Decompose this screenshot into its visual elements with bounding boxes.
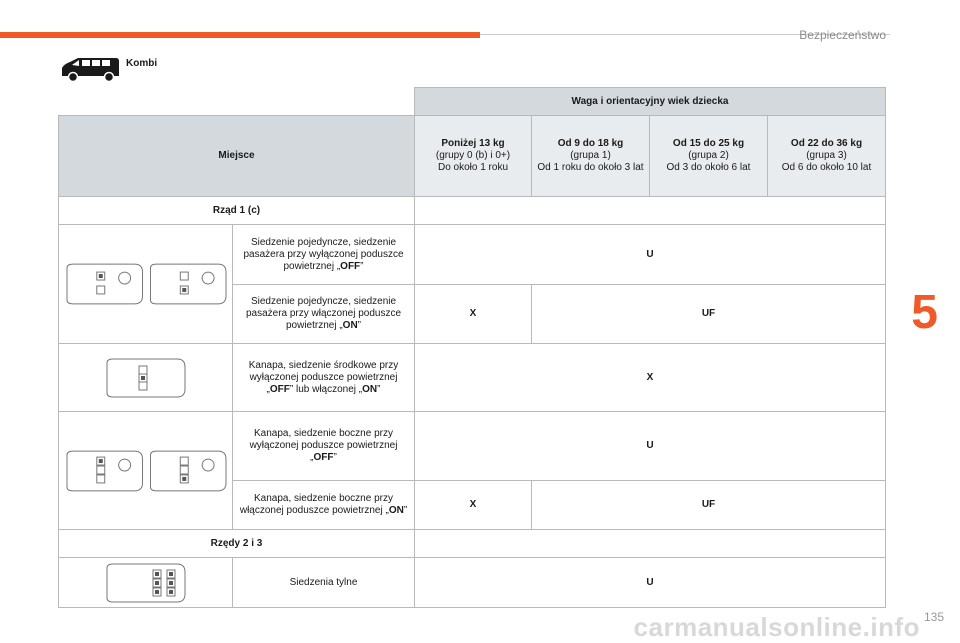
column-2-age: Od 1 roku do około 3 lat bbox=[537, 162, 644, 173]
bench-side-on-end: ” bbox=[403, 505, 408, 516]
single-on-value-rest-text: UF bbox=[701, 308, 716, 319]
bench-middle-state-on: ON bbox=[362, 383, 378, 395]
column-3-age: Od 3 do około 6 lat bbox=[666, 162, 751, 173]
column-header-2 bbox=[531, 115, 650, 197]
single-on-text-wrap bbox=[237, 296, 410, 332]
single-seat-diagram bbox=[58, 224, 233, 344]
single-off-value-text: U bbox=[646, 248, 654, 260]
bench-side-car-diagram bbox=[63, 449, 228, 493]
rear-seats-text: Siedzenia tylne bbox=[289, 576, 358, 588]
bench-side-off-value-text: U bbox=[646, 440, 654, 451]
rows-2-3-label-text: Rzędy 2 i 3 bbox=[210, 537, 263, 549]
single-on-value-first bbox=[414, 284, 532, 344]
bench-middle-end: ” bbox=[377, 383, 381, 395]
bench-middle-text-wrap bbox=[237, 360, 410, 396]
single-off-end: ” bbox=[360, 260, 364, 272]
single-seat-car-diagram bbox=[63, 262, 228, 306]
column-3-group: (grupa 2) bbox=[688, 150, 729, 161]
bench-side-on-value-first-text: X bbox=[469, 499, 477, 510]
header-accent-bar bbox=[0, 32, 480, 38]
section-title: Bezpieczeństwo bbox=[799, 28, 886, 42]
rear-seats-value-text: U bbox=[646, 576, 654, 588]
single-on-description bbox=[232, 284, 415, 344]
single-on-text: Siedzenie pojedyncze, siedzenie pasażera przy włączonej poduszce powietrznej „ bbox=[245, 296, 402, 331]
row-1-label-filler bbox=[414, 196, 886, 225]
rear-seats-diagram-cell bbox=[58, 557, 233, 608]
row-1-label bbox=[58, 196, 415, 225]
rows-2-3-label-filler bbox=[414, 529, 886, 558]
column-4-title: Od 22 do 36 kg bbox=[790, 138, 863, 149]
column-2-group: (grupa 1) bbox=[570, 150, 611, 161]
column-header-3 bbox=[649, 115, 768, 197]
seat-header bbox=[58, 115, 415, 197]
bench-side-off-end: ” bbox=[333, 452, 337, 463]
bench-middle-car-diagram bbox=[103, 357, 189, 399]
single-off-value bbox=[414, 224, 886, 285]
rear-seats-description bbox=[232, 557, 415, 608]
single-on-value-first-text: X bbox=[469, 308, 477, 319]
single-off-state: OFF bbox=[340, 260, 361, 272]
bench-side-on-text-wrap bbox=[237, 493, 410, 517]
rear-seats-car-diagram bbox=[103, 562, 189, 604]
bench-side-on-state: ON bbox=[388, 505, 404, 516]
column-1-group: (grupy 0 (b) i 0+) bbox=[435, 150, 511, 161]
single-off-text-wrap bbox=[237, 237, 410, 273]
seat-header-text: Miejsce bbox=[218, 150, 255, 161]
bench-middle-text: Kanapa, siedzenie środkowe przy wyłączonej poduszce powietrznej „ bbox=[248, 359, 399, 395]
single-on-end: ” bbox=[357, 320, 362, 331]
column-4-age: Od 6 do około 10 lat bbox=[781, 162, 872, 173]
bench-side-off-value bbox=[414, 411, 886, 481]
page-number: 135 bbox=[923, 610, 944, 624]
rows-2-3-label bbox=[58, 529, 415, 558]
single-on-value-rest bbox=[531, 284, 886, 344]
column-4-group: (grupa 3) bbox=[806, 150, 847, 161]
chapter-number: 5 bbox=[911, 286, 938, 339]
single-off-description bbox=[232, 224, 415, 285]
bench-side-on-description bbox=[232, 480, 415, 530]
bench-side-diagram bbox=[58, 411, 233, 530]
column-header-1 bbox=[414, 115, 532, 197]
bench-middle-diagram-cell bbox=[58, 343, 233, 412]
variant-label: Kombi bbox=[126, 58, 158, 69]
bench-middle-value bbox=[414, 343, 886, 412]
column-1-title: Poniżej 13 kg bbox=[441, 138, 505, 149]
column-1-age: Do około 1 roku bbox=[437, 162, 509, 173]
column-3-title: Od 15 do 25 kg bbox=[672, 138, 745, 149]
group-header-text: Waga i orientacyjny wiek dziecka bbox=[571, 95, 729, 107]
row-1-label-text: Rząd 1 (c) bbox=[212, 204, 261, 216]
bench-middle-value-text: X bbox=[646, 371, 654, 383]
bench-side-on-value-rest-text: UF bbox=[701, 499, 716, 510]
bench-side-on-text: Kanapa, siedzenie boczne przy włączonej poduszce powietrznej „ bbox=[239, 493, 393, 516]
bench-middle-mid: ” lub włączonej „ bbox=[289, 383, 363, 395]
bench-side-off-text-wrap bbox=[237, 428, 410, 464]
bench-side-off-description bbox=[232, 411, 415, 481]
bench-side-on-value-rest bbox=[531, 480, 886, 530]
bench-side-off-text: Kanapa, siedzenie boczne przy wyłączonej poduszce powietrznej „ bbox=[249, 428, 398, 463]
single-on-state: ON bbox=[342, 320, 358, 331]
column-2-title: Od 9 do 18 kg bbox=[557, 138, 624, 149]
column-header-4 bbox=[767, 115, 886, 197]
group-header bbox=[414, 87, 886, 116]
bench-middle-state-off: OFF bbox=[269, 383, 290, 395]
bench-side-on-value-first bbox=[414, 480, 532, 530]
rear-seats-value bbox=[414, 557, 886, 608]
bench-side-off-state: OFF bbox=[313, 452, 334, 463]
watermark: carmanualsonline.info bbox=[633, 612, 920, 642]
bench-middle-description bbox=[232, 343, 415, 412]
single-off-text: Siedzenie pojedyncze, siedzenie pasażera przy wyłączonej poduszce powietrznej „ bbox=[243, 236, 404, 272]
van-icon bbox=[60, 56, 120, 82]
